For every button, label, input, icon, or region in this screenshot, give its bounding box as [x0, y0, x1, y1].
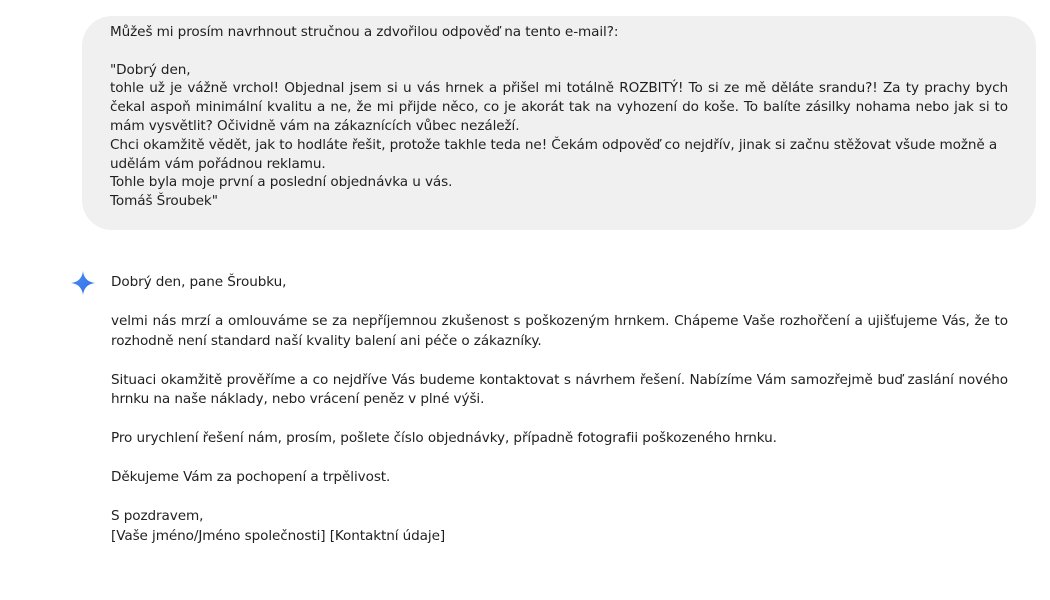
response-closing: S pozdravem,: [111, 508, 204, 524]
response-signoff: [111, 507, 1008, 546]
sparkle-icon: [70, 270, 96, 296]
user-message-bubble: [82, 16, 1036, 230]
response-greeting: Dobrý den, pane Šroubku,: [111, 274, 287, 290]
user-request-text: Můžeš mi prosím navrhnout stručnou a zdvořilou odpověď na tento e-mail?:: [110, 24, 619, 40]
response-paragraph-4: Děkujeme Vám za pochopení a trpělivost.: [111, 469, 391, 485]
response-placeholder: [Vaše jméno/Jméno společnosti] [Kontaktní údaje]: [111, 527, 446, 544]
quoted-email-paragraph-1: tohle už je vážně vrchol! Objednal jsem si u vás hrnek a přišel mi totálně ROZBITÝ! To si ze mě děláte srandu?! Za ty prachy bych čekal aspoň minimální kvalitu a ne, že mi přijde něco, co je akorát tak na vyhození do koše. To balíte zásilky nohama nebo jak si to mám vysvětlit? Očividně vám na zákaznících vůbec nezáleží.: [110, 80, 1008, 134]
quoted-email-paragraph-3: Tohle byla moje první a poslední objednávka u vás.: [110, 174, 453, 191]
paragraph-gap: [110, 42, 1008, 61]
assistant-response: [111, 273, 1008, 546]
quoted-email-paragraph-2: Chci okamžitě vědět, jak to hodláte řešit, protože takhle teda ne! Čekám odpověď co nejdřív, jinak si začnu stěžovat všude možně a udělám vám pořádnou reklamu.: [110, 136, 998, 172]
response-paragraph-3: Pro urychlení řešení nám, prosím, pošlete číslo objednávky, případně fotografii poškozeného hrnku.: [111, 430, 777, 446]
quoted-email-greeting: "Dobrý den,: [110, 61, 191, 78]
response-paragraph-1: velmi nás mrzí a omlouváme se za nepříjemnou zkušenost s poškozeným hrnkem. Chápeme Vaše rozhořčení a ujišťujeme Vás, že to rozhodně není standard naší kvality balení ani péče o zákazníky.: [111, 313, 1008, 349]
response-paragraph-2: Situaci okamžitě prověříme a co nejdříve Vás budeme kontaktovat s návrhem řešení. Nabízíme Vám samozřejmě buď zaslání nového hrnku na naše náklady, nebo vrácení peněz v plné výši.: [111, 371, 1008, 407]
quoted-email-signature: Tomáš Šroubek": [110, 193, 218, 210]
